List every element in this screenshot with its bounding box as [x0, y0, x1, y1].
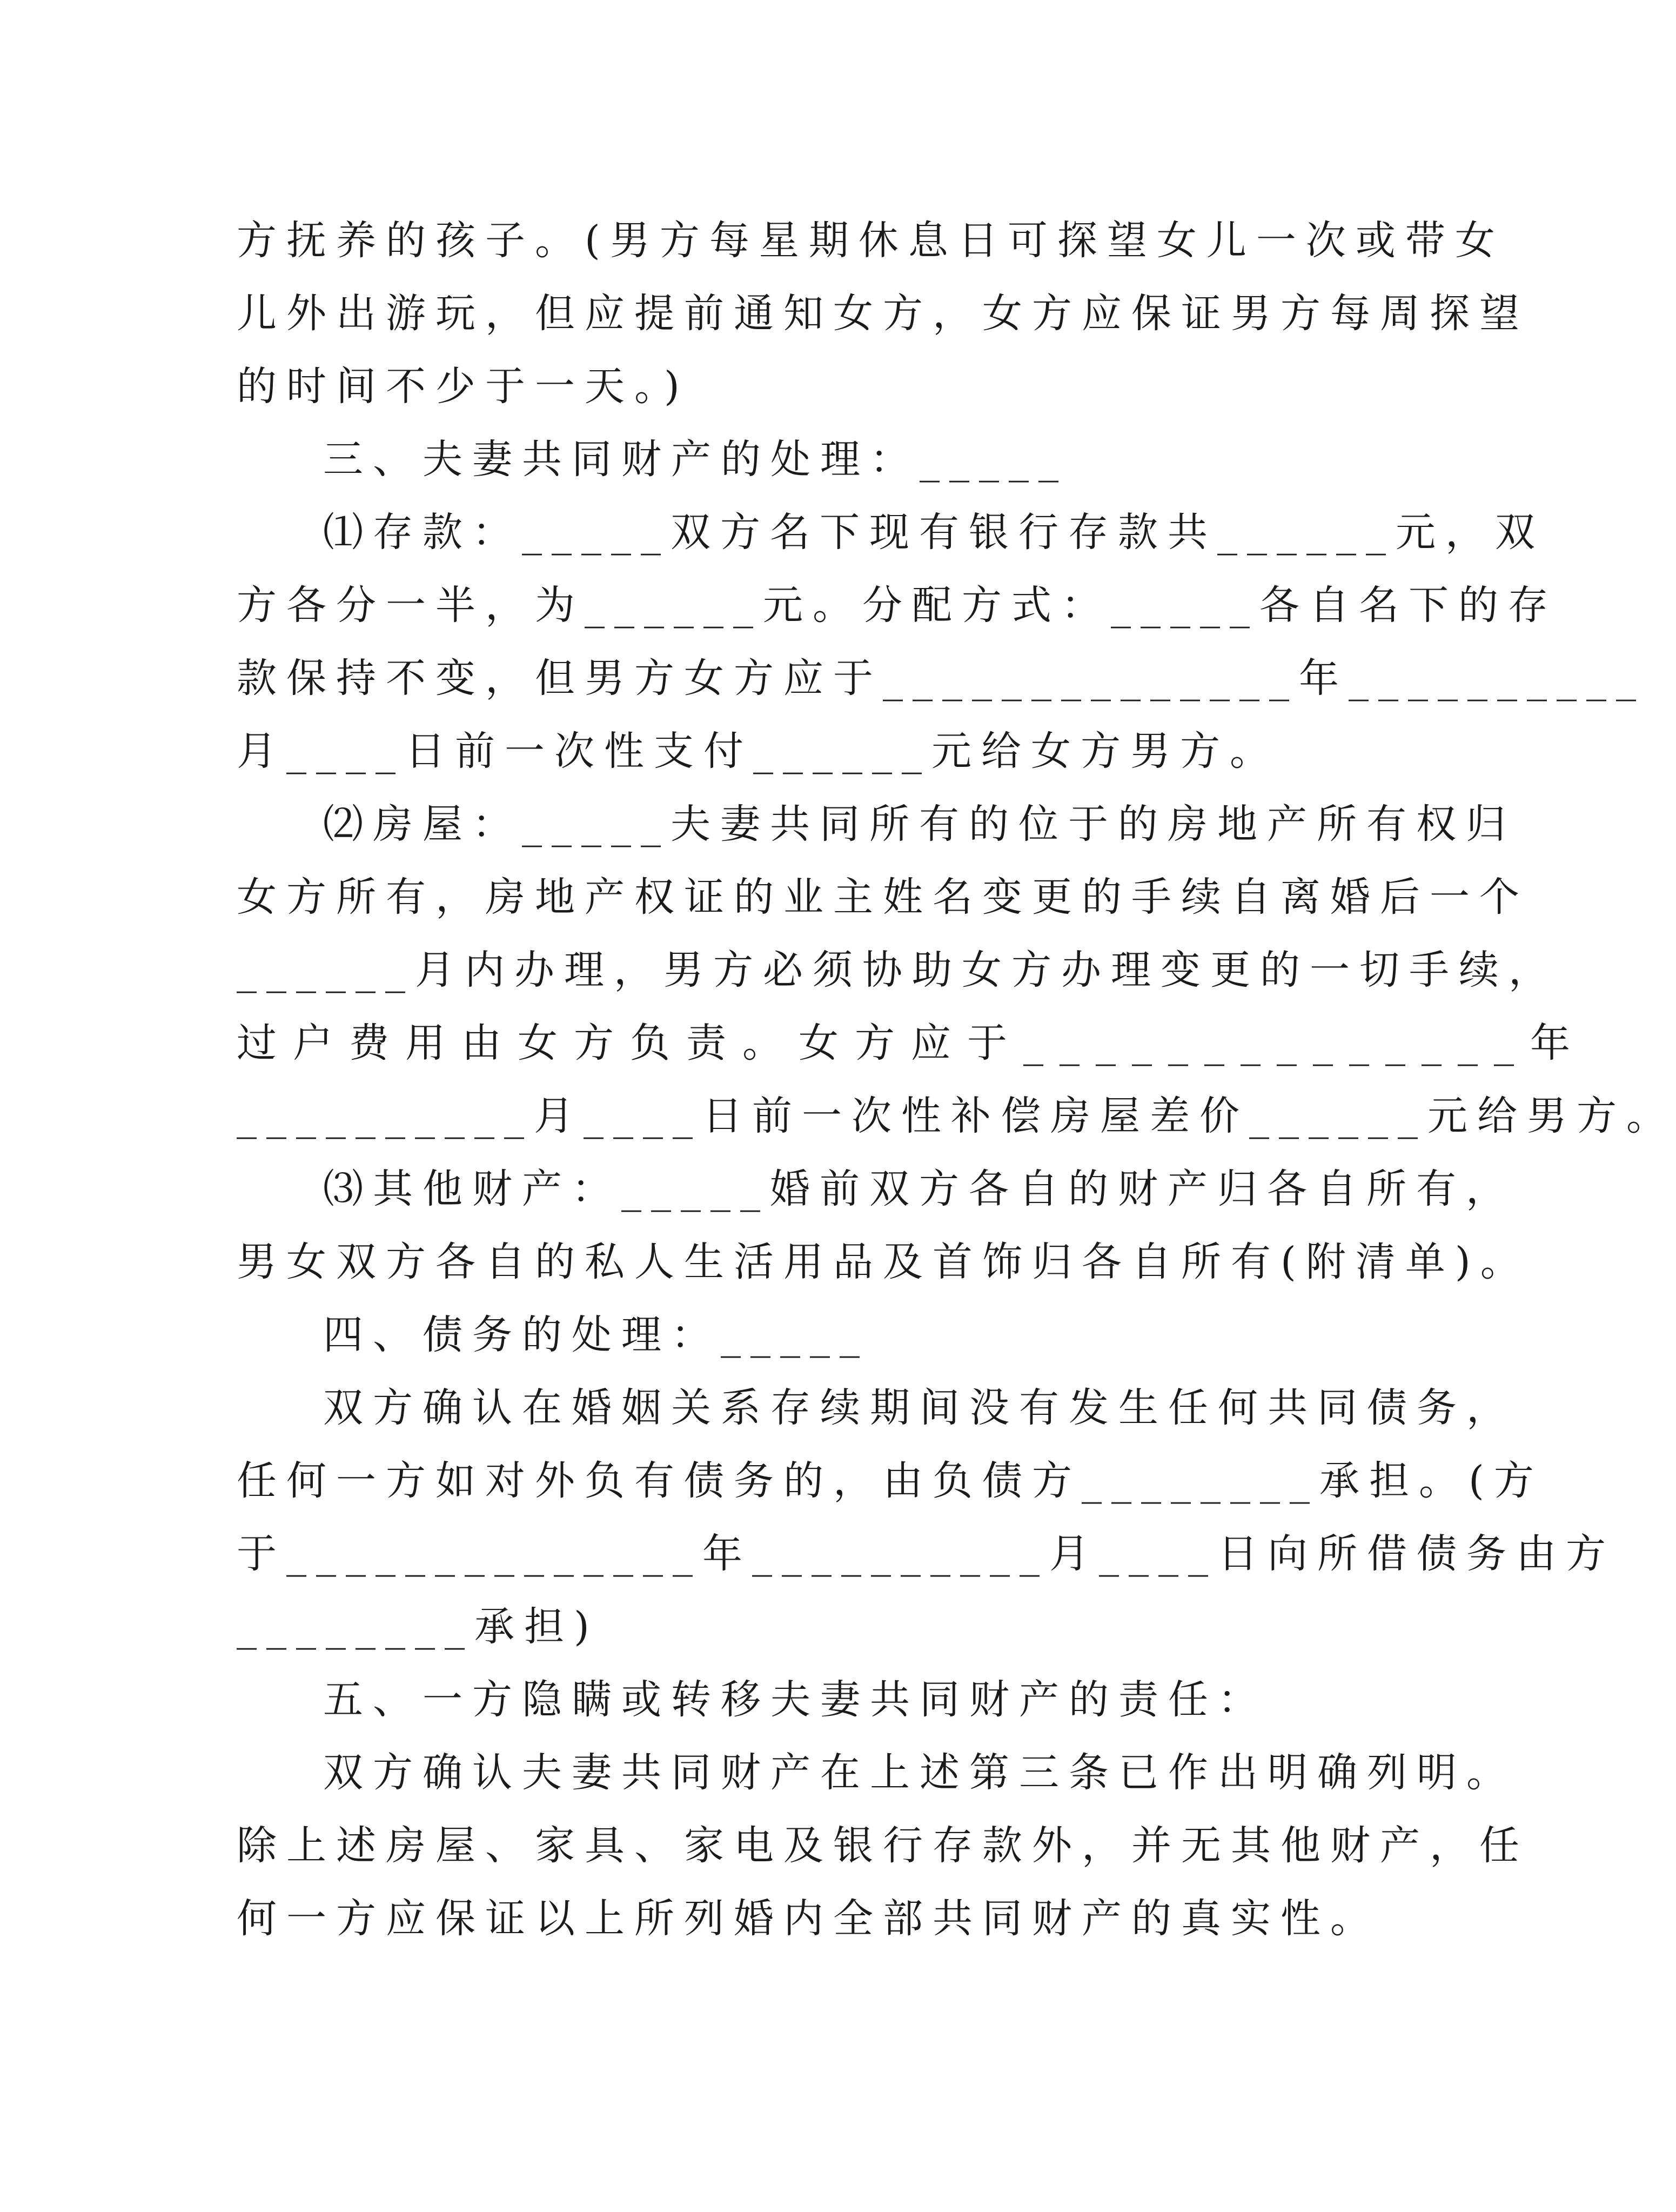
- text-line: 任何一方如对外负有债务的，由负债方________承担。(方: [237, 1458, 1544, 1504]
- text-line: ⑶其他财产：_____婚前双方各自的财产归各自所有，: [323, 1166, 1516, 1212]
- text-line: 除上述房屋、家具、家电及银行存款外，并无其他财产，任: [237, 1822, 1529, 1869]
- text-line: 过户费用由女方负责。女方应于______________年: [237, 1020, 1586, 1066]
- text-line: 的时间不少于一天。): [237, 363, 689, 410]
- text-line: 双方确认夫妻共同财产在上述第三条已作出明确列明。: [323, 1749, 1516, 1796]
- text-line: 儿外出游玩，但应提前通知女方，女方应保证男方每周探望: [237, 290, 1529, 337]
- text-line: 款保持不变，但男方女方应于______________年__________: [237, 655, 1646, 701]
- section-heading-4: 四、债务的处理：_____: [323, 1312, 869, 1358]
- text-line: ______月内办理，男方必须协助女方办理变更的一切手续，: [237, 947, 1558, 993]
- text-line: 女方所有，房地产权证的业主姓名变更的手续自离婚后一个: [237, 874, 1529, 920]
- text-line: 方各分一半，为______元。分配方式：_____各自名下的存: [237, 582, 1558, 629]
- text-line: 月____日前一次性支付______元给女方男方。: [237, 728, 1279, 774]
- text-line: 双方确认在婚姻关系存续期间没有发生任何共同债务，: [323, 1385, 1516, 1431]
- text-line: ⑴存款：_____双方名下现有银行存款共______元，双: [323, 509, 1545, 556]
- text-line: ⑵房屋：_____夫妻共同所有的位于的房地产所有权归: [323, 801, 1516, 847]
- text-line: 何一方应保证以上所列婚内全部共同财产的真实性。: [237, 1895, 1380, 1942]
- section-heading-5: 五、一方隐瞒或转移夫妻共同财产的责任：: [323, 1676, 1268, 1723]
- text-line: 男女双方各自的私人生活用品及首饰归各自所有(附清单)。: [237, 1239, 1530, 1285]
- section-heading-3: 三、夫妻共同财产的处理：_____: [323, 436, 1068, 483]
- text-line: 方抚养的孩子。(男方每星期休息日可探望女儿一次或带女: [237, 217, 1505, 264]
- text-line: 于______________年__________月____日向所借债务由方: [237, 1531, 1615, 1577]
- text-line: __________月____日前一次性补偿房屋差价______元给男方。: [237, 1093, 1676, 1139]
- text-line: ________承担): [237, 1603, 599, 1650]
